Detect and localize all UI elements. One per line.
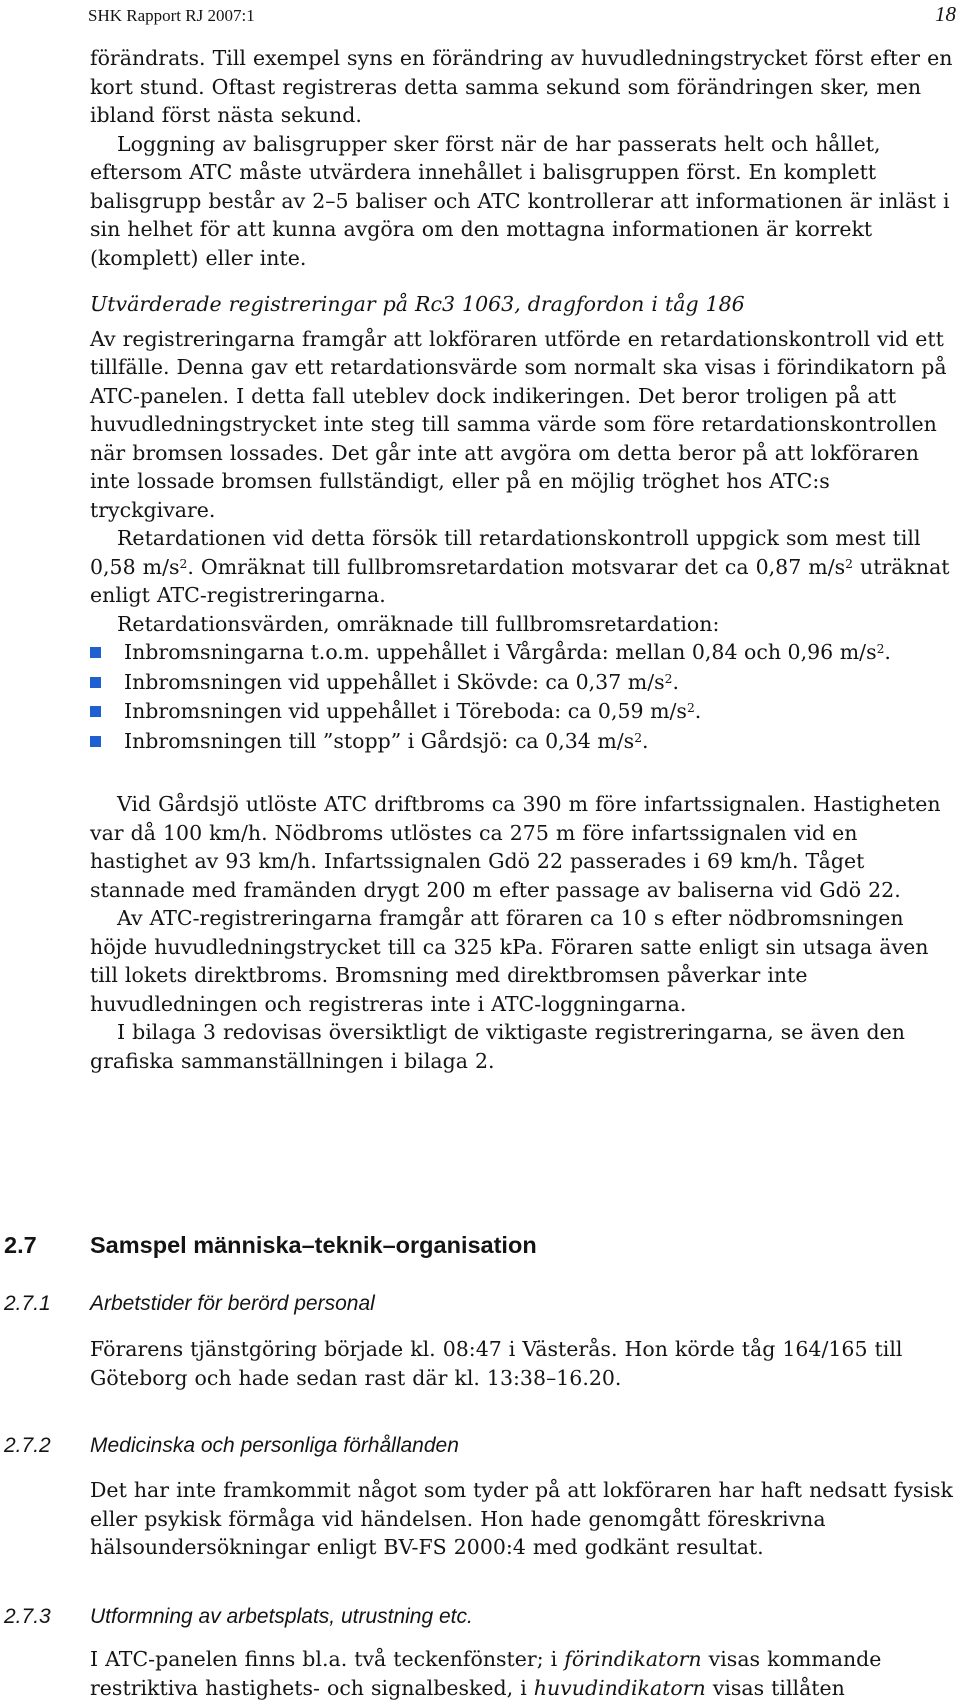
list-item: Inbromsningen vid uppehållet i Töreboda: ca 0,59 $m/s^2$. bbox=[90, 697, 960, 726]
section-number: 2.7.2 bbox=[4, 1434, 51, 1457]
paragraph: Av ATC-registreringarna framgår att föraren ca 10 s efter nödbromsningen höjde huvudledningstrycket till ca 325 kPa. Föraren satte enligt sin utsaga även till lokets direktbroms. Bromsning med direktbromsen påverkar inte huvudledningen och registreras inte i ATC-loggningarna. bbox=[90, 906, 929, 1016]
section-number: 2.7.1 bbox=[4, 1292, 51, 1315]
section-body bbox=[90, 1476, 960, 1562]
list-item: Inbromsningen till ”stopp” i Gårdsjö: ca 0,34 $m/s^2$. bbox=[90, 727, 960, 756]
sub-heading: Utvärderade registreringar på Rc3 1063, dragfordon i tåg 186 bbox=[90, 292, 745, 316]
paragraph: Av registreringarna framgår att lokföraren utförde en retardationskontroll vid ett tillfälle. Denna gav ett retardationsvärde som normalt ska visas i förindikatorn på ATC-panelen. I detta fall uteblev dock indikeringen. Det beror troligen på att huvudledningstrycket inte steg till samma värde som före retardationskontrollen när bromsen lossades. Det går inte att avgöra om detta beror på att lokföraren inte lossade bromsen fullständigt, eller på en möjlig tröghet hos ATC:s tryckgivare. bbox=[90, 326, 947, 522]
section-number: 2.7.3 bbox=[4, 1605, 51, 1628]
section-title: Samspel människa–teknik–organisation bbox=[90, 1232, 537, 1258]
section-title: Utformning av arbetsplats, utrustning etc. bbox=[90, 1605, 473, 1628]
list-item: Inbromsningarna t.o.m. uppehållet i Vårgårda: mellan 0,84 och 0,96 $m/s^2$. bbox=[90, 638, 960, 667]
main-content bbox=[90, 44, 960, 1075]
section-title: Arbetstider för berörd personal bbox=[90, 1292, 375, 1315]
paragraph: Det har inte framkommit något som tyder på att lokföraren har haft nedsatt fysisk eller psykisk förmåga vid händelsen. Hon hade genomgått föreskrivna hälsoundersökningar enligt BV-FS 2000:4 med godkänt resultat. bbox=[90, 1478, 953, 1559]
bullet-list bbox=[90, 638, 960, 755]
section-body bbox=[90, 1645, 960, 1702]
list-item: Inbromsningen vid uppehållet i Skövde: ca 0,37 $m/s^2$. bbox=[90, 668, 960, 697]
paragraph: Vid Gårdsjö utlöste ATC driftbroms ca 390 m före infartssignalen. Hastigheten var då 100 km/h. Nödbroms utlöstes ca 275 m före infartssignalen vid en hastighet av 93 km/h. Infartssignalen Gdö 22 passerades i 69 km/h. Tåget stannade med framänden drygt 200 m efter passage av baliserna vid Gdö 22. bbox=[90, 792, 941, 902]
paragraph: I ATC-panelen finns bl.a. två teckenfönster; i förindikatorn visas kommande restriktiva hastighets- och signalbesked, i huvudindikatorn visas tillåten bbox=[90, 1647, 882, 1700]
running-header: SHK Rapport RJ 2007:1 bbox=[88, 6, 255, 25]
paragraph: Förarens tjänstgöring började kl. 08:47 i Västerås. Hon körde tåg 164/165 till Göteborg och hade sedan rast där kl. 13:38–16.20. bbox=[90, 1337, 903, 1390]
section-body bbox=[90, 1335, 960, 1392]
section-number: 2.7 bbox=[4, 1232, 37, 1258]
paragraph: förändrats. Till exempel syns en förändring av huvudledningstrycket först efter en kort stund. Oftast registreras detta samma sekund som förändringen sker, men ibland först nästa sekund. bbox=[90, 46, 953, 127]
paragraph: Retardationen vid detta försök till retardationskontroll uppgick som mest till 0,58 $m/s^2$. Omräknat till fullbromsretardation motsvarar det ca 0,87 $m/s^2$ uträknat enligt ATC-registreringarna. bbox=[90, 526, 950, 607]
list-intro: Retardationsvärden, omräknade till fullbromsretardation: bbox=[117, 611, 720, 636]
paragraph: Loggning av balisgrupper sker först när de har passerats helt och hållet, eftersom ATC måste utvärdera innehållet i balisgruppen först. En komplett balisgrupp består av 2–5 baliser och ATC kontrollerar att informationen är inläst i sin helhet för att kunna avgöra om den mottagna informationen är korrekt (komplett) eller inte. bbox=[90, 131, 950, 270]
section-title: Medicinska och personliga förhållanden bbox=[90, 1434, 459, 1457]
paragraph: I bilaga 3 redovisas översiktligt de viktigaste registreringarna, se även den grafiska sammanställningen i bilaga 2. bbox=[90, 1020, 906, 1073]
page-number: 18 bbox=[935, 2, 956, 26]
